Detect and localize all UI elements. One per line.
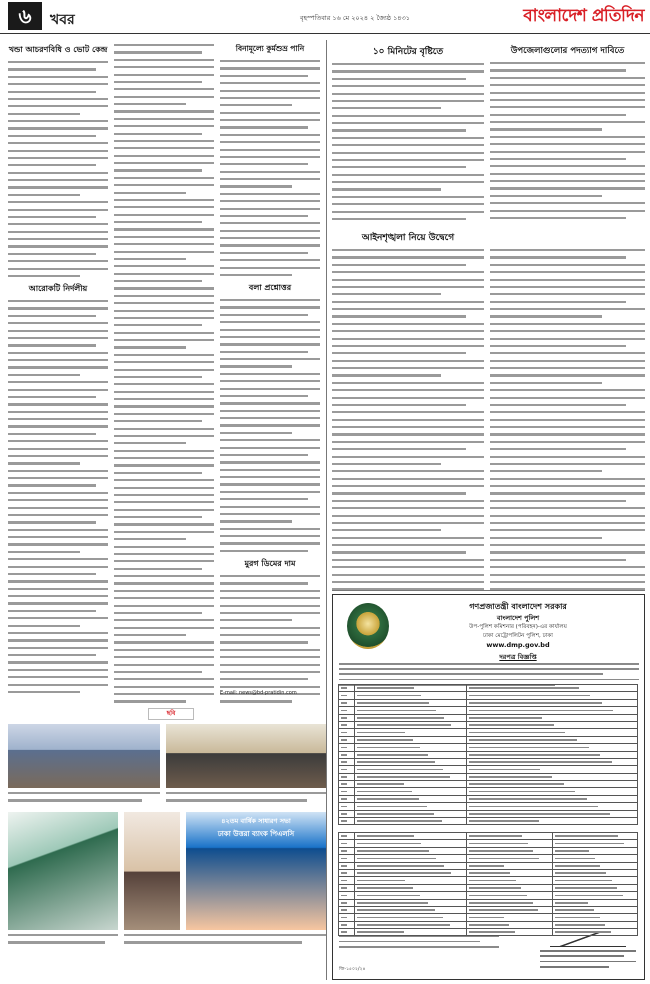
table-cell	[355, 685, 467, 692]
table-row	[339, 773, 638, 780]
table-cell	[467, 795, 638, 802]
table-cell	[355, 699, 467, 706]
table-cell	[339, 744, 355, 751]
table-cell	[339, 729, 355, 736]
table-cell	[355, 899, 467, 906]
table-cell	[339, 884, 355, 891]
table-cell	[339, 788, 355, 795]
table-row	[339, 692, 638, 699]
table-row	[339, 833, 638, 840]
notice-footer-text	[339, 935, 499, 951]
notice-govt-title: গণপ্রজাতন্ত্রী বাংলাদেশ সরকার	[469, 601, 567, 611]
table-cell	[339, 833, 355, 840]
table-cell	[355, 914, 467, 921]
notice-website: www.dmp.gov.bd	[486, 641, 550, 649]
email-line: E-mail: news@bd-pratidin.com	[220, 690, 297, 696]
photo-3	[8, 812, 118, 930]
article-body	[8, 300, 108, 693]
table-cell	[339, 781, 355, 788]
table-cell	[467, 788, 638, 795]
table-cell	[339, 869, 355, 876]
table-cell	[467, 862, 553, 869]
table-cell	[339, 818, 355, 825]
column-2	[114, 44, 214, 704]
horizontal-divider	[332, 590, 645, 591]
table-row	[339, 840, 638, 847]
table-cell	[355, 744, 467, 751]
table-cell	[552, 914, 638, 921]
table-cell	[467, 847, 553, 854]
article-body	[490, 249, 645, 590]
headline-col1-top: খন্ডা আচরণবিধি ও ভোট কেন্দ্র	[8, 44, 108, 54]
table-row	[339, 914, 638, 921]
table-cell	[467, 899, 553, 906]
table-row	[339, 847, 638, 854]
table-cell	[355, 692, 467, 699]
headline-col3-top: বিনামূল্যে কুর্মশুভ্র পানি	[235, 44, 305, 53]
table-cell	[552, 869, 638, 876]
table-cell	[355, 906, 467, 913]
table-cell	[467, 751, 638, 758]
notice-heading: দরপত্র বিজ্ঞপ্তি	[499, 653, 537, 661]
table-cell	[552, 847, 638, 854]
table-cell	[355, 921, 467, 928]
table-cell	[467, 685, 638, 692]
table-cell	[552, 862, 638, 869]
table-row	[339, 884, 638, 891]
table-cell	[339, 766, 355, 773]
table-cell	[355, 714, 467, 721]
table-cell	[355, 736, 467, 743]
table-cell	[339, 862, 355, 869]
column-3	[220, 44, 320, 704]
table-cell	[355, 707, 467, 714]
table-row	[339, 803, 638, 810]
article-body	[220, 60, 320, 276]
table-row	[339, 788, 638, 795]
table-cell	[339, 840, 355, 847]
table-cell	[552, 840, 638, 847]
table-row	[339, 855, 638, 862]
table-cell	[355, 721, 467, 728]
table-cell	[339, 855, 355, 862]
bank-name: ঢাকা উত্তরা ব্যাংক পিএলসি	[217, 830, 295, 838]
logo-text: বাংলাদেশ প্রতিদিন	[523, 6, 644, 26]
table-cell	[467, 707, 638, 714]
table-cell	[467, 781, 638, 788]
table-row	[339, 921, 638, 928]
table-cell	[467, 714, 638, 721]
table-cell	[339, 714, 355, 721]
table-row	[339, 744, 638, 751]
table-cell	[339, 921, 355, 928]
table-row	[339, 899, 638, 906]
table-cell	[552, 884, 638, 891]
notice-office-title: উপ-পুলিশ কমিশনার (পরিবহন)-এর কার্যালয়	[469, 624, 567, 630]
photo-section-title: ছবি	[148, 708, 194, 720]
section-title: খবর	[50, 12, 75, 28]
table-row	[339, 766, 638, 773]
table-cell	[552, 929, 638, 936]
headline-col45-mid: আইনশৃঙ্খলা নিয়ে উদ্বেগে	[361, 233, 455, 243]
column-divider	[326, 40, 327, 980]
table-cell	[339, 803, 355, 810]
table-cell	[339, 758, 355, 765]
table-cell	[355, 847, 467, 854]
newspaper-logo	[523, 3, 644, 31]
bank-agm-title: ৪২তম বার্ষিক সাধারণ সভা	[221, 817, 291, 825]
notice-police-title: বাংলাদেশ পুলিশ	[496, 614, 540, 622]
table-row	[339, 721, 638, 728]
table-row	[339, 729, 638, 736]
photo-1	[8, 724, 160, 788]
headline-col1-mid: আরোকটি নির্দলীয়	[28, 283, 88, 294]
table-cell	[355, 869, 467, 876]
table-cell	[467, 721, 638, 728]
table-cell	[355, 729, 467, 736]
article-body	[114, 44, 214, 703]
table-cell	[467, 758, 638, 765]
table-cell	[339, 721, 355, 728]
table-row	[339, 758, 638, 765]
headline-col3-mid: বলা প্রশ্নোত্তর	[248, 282, 292, 293]
table-cell	[355, 795, 467, 802]
table-cell	[339, 699, 355, 706]
notice-footer-code: জি-১৫০২/২৪	[339, 967, 366, 972]
table-cell	[355, 758, 467, 765]
table-cell	[339, 929, 355, 936]
photo-5	[186, 812, 326, 930]
table-cell	[467, 699, 638, 706]
article-body	[332, 249, 484, 590]
table-cell	[339, 773, 355, 780]
table-cell	[467, 692, 638, 699]
column-5	[490, 44, 645, 224]
table-cell	[467, 929, 553, 936]
table-cell	[355, 884, 467, 891]
table-row	[339, 736, 638, 743]
photo-1-caption	[8, 792, 160, 807]
notice-signature	[540, 933, 636, 971]
table-cell	[355, 773, 467, 780]
table-cell	[355, 840, 467, 847]
photo-5-caption	[124, 934, 326, 949]
table-row	[339, 714, 638, 721]
table-cell	[467, 736, 638, 743]
table-cell	[355, 862, 467, 869]
column-4-5-mid	[332, 230, 645, 590]
headline-col5-top: উপজেলাগুলোর পদত্যাগ দাবিতে	[510, 46, 625, 56]
table-cell	[467, 803, 638, 810]
table-cell	[467, 869, 553, 876]
table-cell	[467, 773, 638, 780]
table-cell	[339, 906, 355, 913]
table-cell	[467, 921, 553, 928]
table-row	[339, 751, 638, 758]
table-cell	[467, 818, 638, 825]
table-cell	[355, 781, 467, 788]
table-cell	[467, 766, 638, 773]
table-row	[339, 707, 638, 714]
table-cell	[552, 906, 638, 913]
headline-col3-low: মুরগ ডিমের দাম	[244, 558, 296, 568]
table-cell	[552, 855, 638, 862]
article-body	[332, 63, 484, 224]
column-1	[8, 44, 108, 704]
table-cell	[339, 877, 355, 884]
table-cell	[355, 892, 467, 899]
table-cell	[467, 744, 638, 751]
table-cell	[355, 877, 467, 884]
article-body	[8, 61, 108, 277]
column-4	[332, 44, 484, 224]
table-cell	[467, 906, 553, 913]
table-cell	[339, 736, 355, 743]
table-cell	[339, 847, 355, 854]
table-cell	[339, 795, 355, 802]
photo-2-caption	[166, 792, 326, 807]
table-cell	[339, 692, 355, 699]
photo-3-caption	[8, 934, 118, 949]
article-body	[220, 299, 320, 552]
table-row	[339, 869, 638, 876]
table-cell	[467, 892, 553, 899]
table-cell	[355, 810, 467, 817]
table-row	[339, 781, 638, 788]
table-cell	[355, 818, 467, 825]
table-row	[339, 795, 638, 802]
table-row	[339, 929, 638, 936]
photo-2	[166, 724, 326, 788]
table-cell	[355, 855, 467, 862]
table-row	[339, 810, 638, 817]
dateline: বৃহস্পতিবার ১৬ মে ২০২৪ ২ জ্যৈষ্ঠ ১৪৩১	[300, 14, 410, 22]
table-cell	[467, 729, 638, 736]
table-row	[339, 877, 638, 884]
table-cell	[467, 810, 638, 817]
table-cell	[355, 751, 467, 758]
table-cell	[552, 921, 638, 928]
table-cell	[552, 892, 638, 899]
table-cell	[339, 751, 355, 758]
table-cell	[339, 810, 355, 817]
table-cell	[467, 914, 553, 921]
table-cell	[339, 707, 355, 714]
table-row	[339, 892, 638, 899]
table-cell	[339, 685, 355, 692]
table-cell	[339, 914, 355, 921]
table-cell	[339, 892, 355, 899]
page-number: ৬	[8, 2, 42, 30]
table-cell	[355, 929, 467, 936]
table-cell	[552, 833, 638, 840]
table-cell	[467, 833, 553, 840]
table-cell	[339, 899, 355, 906]
photo-strip-header	[8, 708, 326, 721]
table-cell	[467, 855, 553, 862]
table-cell	[467, 884, 553, 891]
table-cell	[467, 877, 553, 884]
photo-4	[124, 812, 180, 930]
page-header	[0, 0, 650, 34]
table-row	[339, 906, 638, 913]
table-cell	[355, 766, 467, 773]
table-row	[339, 818, 638, 825]
table-row	[339, 862, 638, 869]
notice-table-items	[338, 832, 638, 936]
table-cell	[355, 803, 467, 810]
table-cell	[552, 899, 638, 906]
table-row	[339, 699, 638, 706]
police-seal-logo	[347, 603, 389, 649]
article-body	[220, 575, 320, 704]
table-cell	[355, 788, 467, 795]
table-cell	[467, 840, 553, 847]
headline-col4-top: ১০ মিনিটের বৃষ্টিতে	[372, 47, 444, 57]
article-body	[490, 62, 645, 224]
table-cell	[355, 833, 467, 840]
notice-dmp-title: ঢাকা মেট্রোপলিটন পুলিশ, ঢাকা	[483, 633, 553, 639]
table-cell	[552, 877, 638, 884]
notice-table-main	[338, 684, 638, 825]
table-row	[339, 685, 638, 692]
